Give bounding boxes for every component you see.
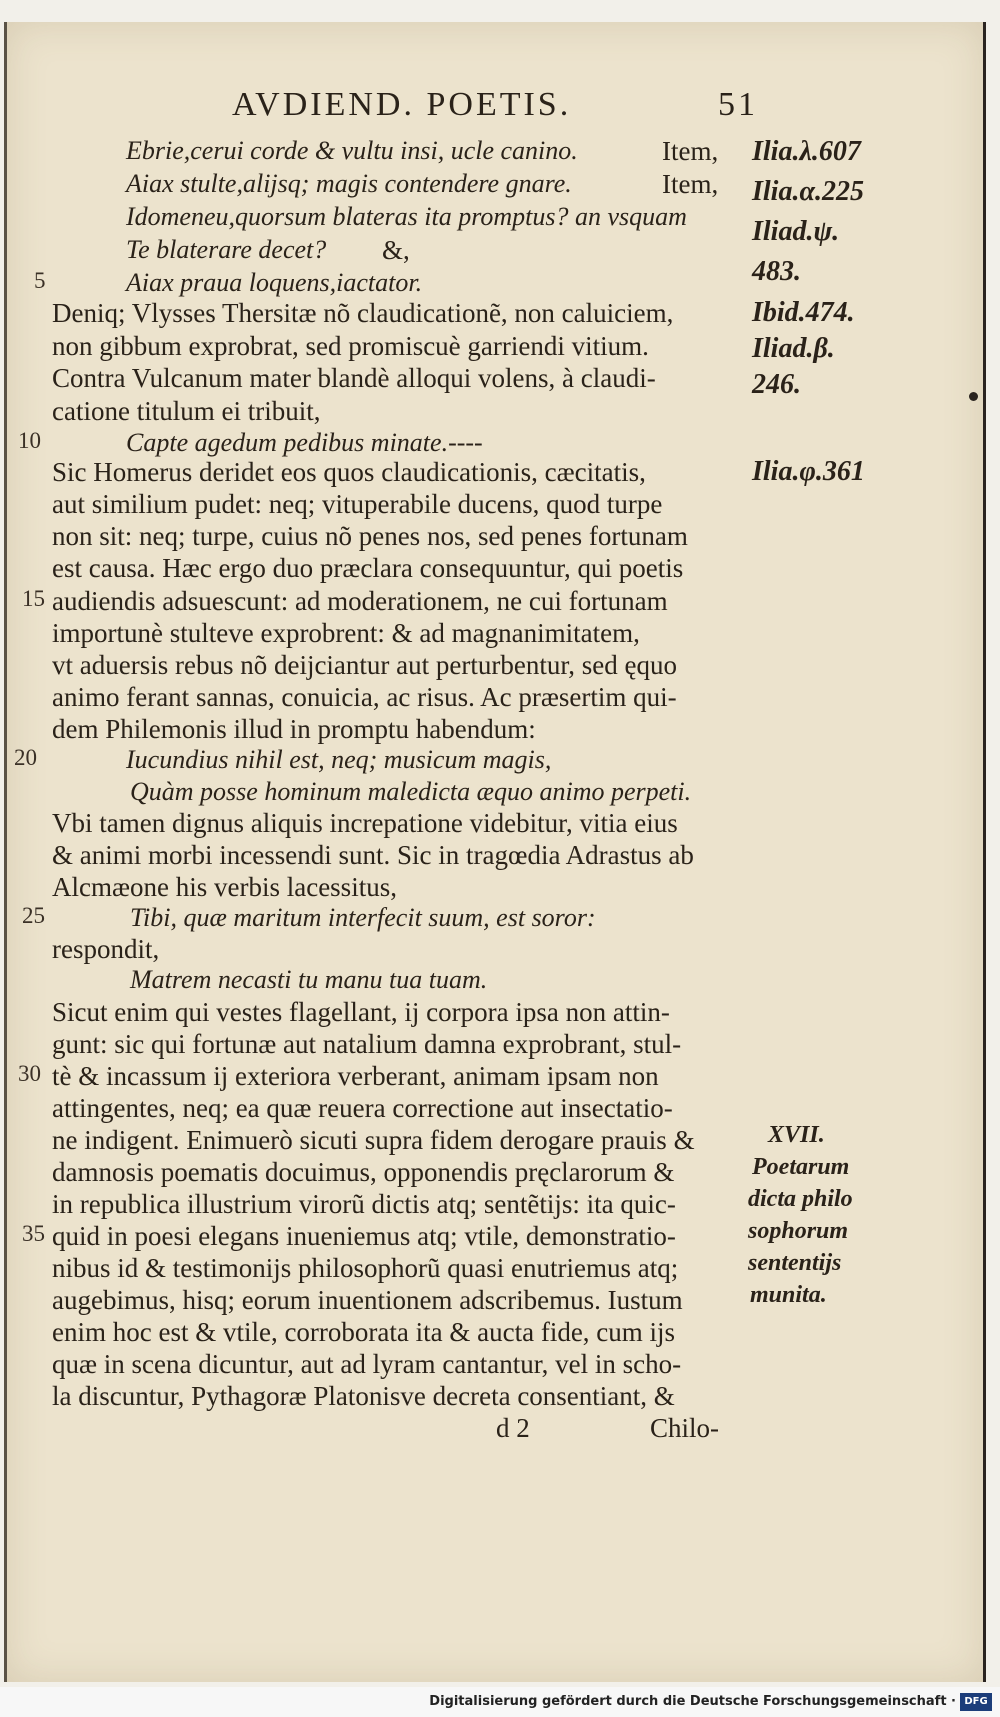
side-note-numeral: XVII. bbox=[768, 1122, 825, 1148]
prose-line: animo ferant sannas, conuicia, ac risus. Ac præsertim qui- bbox=[52, 682, 677, 712]
side-note-line: sophorum bbox=[748, 1218, 849, 1244]
prose-line: Deniq; Vlysses Thersitæ nõ claudicationẽ, non caluiciem, bbox=[52, 298, 674, 328]
verse-line: Idomeneu,quorsum blateras ita promptus? an vsquam bbox=[126, 202, 687, 231]
line-number: 20 bbox=[14, 745, 37, 770]
prose-line: aut similium pudet: neq; vituperabile ducens, quod turpe bbox=[52, 489, 663, 519]
prose-line: quæ in scena dicuntur, aut ad lyram cantantur, vel in scho- bbox=[52, 1349, 682, 1379]
prose-line: vt aduersis rebus nõ deijciantur aut perturbentur, sed ęquo bbox=[52, 650, 677, 680]
prose-line: quid in poesi elegans inueniemus atq; vtile, demonstratio- bbox=[52, 1221, 676, 1251]
prose-line: catione titulum ei tribuit, bbox=[52, 396, 321, 426]
prose-line: tè & incassum ij exteriora verberant, animam ipsam non bbox=[52, 1061, 659, 1091]
marginal-reference: Ilia.φ.361 bbox=[752, 456, 865, 487]
line-number: 30 bbox=[18, 1061, 41, 1086]
prose-line: la discuntur, Pythagoræ Platonisve decreta consentiant, & bbox=[52, 1381, 675, 1411]
text-fragment: &, bbox=[382, 235, 410, 265]
dfg-logo-badge: DFG bbox=[960, 1693, 992, 1711]
prose-line: damnosis poematis docuimus, opponendis pręclarorum & bbox=[52, 1157, 675, 1187]
catchword: Chilo- bbox=[650, 1413, 720, 1443]
side-note-line: sententijs bbox=[748, 1250, 842, 1276]
marginal-reference: Iliad.β. bbox=[752, 333, 835, 364]
verse-line: Te blaterare decet? bbox=[126, 235, 327, 264]
marginal-reference: Ilia.α.225 bbox=[752, 176, 864, 207]
marginal-reference: Iliad.ψ. bbox=[752, 216, 840, 247]
prose-line: importunè stulteve exprobrent: & ad magnanimitatem, bbox=[52, 618, 640, 648]
marginal-reference: 483. bbox=[752, 256, 801, 287]
page-number: 51 bbox=[718, 86, 758, 123]
prose-line: & animi morbi incessendi sunt. Sic in tragœdia Adrastus ab bbox=[52, 840, 694, 870]
prose-line: respondit, bbox=[52, 934, 160, 964]
prose-line: non sit: neq; turpe, cuius nõ penes nos, sed penes fortunam bbox=[52, 521, 688, 551]
prose-line: ne indigent. Enimuerò sicuti supra fidem derogare prauis & bbox=[52, 1125, 695, 1155]
prose-line: Alcmæone his verbis lacessitus, bbox=[52, 872, 397, 902]
prose-line: Contra Vulcanum mater blandè alloqui volens, à claudi- bbox=[52, 363, 656, 393]
verse-line: Tibi, quæ maritum interfecit suum, est soror: bbox=[130, 903, 596, 932]
verse-line: Ebrie,cerui corde & vultu insi, ucle canino. bbox=[126, 136, 578, 165]
line-number: 5 bbox=[34, 268, 46, 293]
verse-line: Iucundius nihil est, neq; musicum magis, bbox=[126, 745, 552, 774]
prose-line: nibus id & testimonijs philosophorũ quasi enutriemus atq; bbox=[52, 1253, 679, 1283]
digitization-footer bbox=[0, 1687, 1000, 1717]
marginal-reference: Ilia.λ.607 bbox=[752, 136, 861, 167]
prose-line: audiendis adsuescunt: ad moderationem, ne cui fortunam bbox=[52, 586, 668, 616]
verse-line: Quàm posse hominum maledicta æquo animo perpeti. bbox=[130, 777, 692, 806]
prose-line: enim hoc est & vtile, corroborata ita & aucta fide, cum ijs bbox=[52, 1317, 676, 1347]
verse-line: Aiax praua loquens,iactator. bbox=[126, 268, 423, 297]
running-head: AVDIEND. POETIS. bbox=[232, 86, 572, 123]
signature-mark: d 2 bbox=[496, 1413, 530, 1443]
side-note-line: munita. bbox=[750, 1282, 827, 1308]
text-fragment: Item, bbox=[662, 136, 719, 166]
prose-line: Sicut enim qui vestes flagellant, ij corpora ipsa non attin- bbox=[52, 997, 670, 1027]
text-fragment: Item, bbox=[662, 169, 719, 199]
side-note-line: dicta philo bbox=[748, 1186, 853, 1212]
prose-line: non gibbum exprobrat, sed promiscuè garriendi vitium. bbox=[52, 331, 649, 361]
prose-line: attingentes, neq; ea quæ reuera correctione aut insectatio- bbox=[52, 1093, 673, 1123]
page-blemish bbox=[969, 392, 978, 401]
prose-line: est causa. Hæc ergo duo præclara consequuntur, qui poetis bbox=[52, 553, 684, 583]
marginal-reference: 246. bbox=[752, 369, 801, 400]
verse-line: Aiax stulte,alijsq; magis contendere gnare. bbox=[126, 169, 572, 198]
funding-notice: Digitalisierung gefördert durch die Deutsche Forschungsgemeinschaft · bbox=[429, 1694, 956, 1709]
verse-line: Capte agedum pedibus minate.---- bbox=[126, 428, 483, 457]
marginal-reference: Ibid.474. bbox=[752, 297, 855, 328]
prose-line: in republica illustrium virorũ dictis atq; sentẽtijs: ita quic- bbox=[52, 1189, 676, 1219]
prose-line: augebimus, hisq; eorum inuentionem adscribemus. Iustum bbox=[52, 1285, 683, 1315]
line-number: 10 bbox=[18, 428, 41, 453]
prose-line: gunt: sic qui fortunæ aut natalium damna exprobrant, stul- bbox=[52, 1029, 682, 1059]
prose-line: Sic Homerus deridet eos quos claudicationis, cæcitatis, bbox=[52, 457, 646, 487]
line-number: 15 bbox=[22, 586, 45, 611]
prose-line: Vbi tamen dignus aliquis increpatione videbitur, vitia eius bbox=[52, 808, 678, 838]
line-number: 25 bbox=[22, 903, 45, 928]
line-number: 35 bbox=[22, 1221, 45, 1246]
verse-line: Matrem necasti tu manu tua tuam. bbox=[130, 965, 488, 994]
side-note-line: Poetarum bbox=[752, 1154, 850, 1180]
prose-line: dem Philemonis illud in promptu habendum: bbox=[52, 714, 536, 744]
